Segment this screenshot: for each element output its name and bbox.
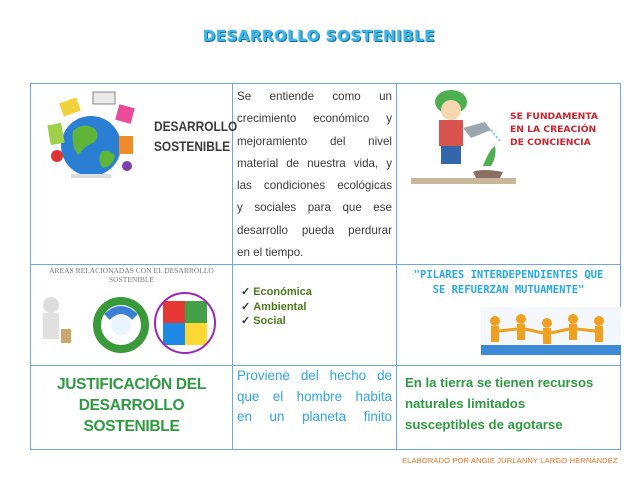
fundamenta-line: DE CONCIENCIA (510, 137, 591, 148)
definition-text (233, 84, 396, 264)
description-cell (233, 84, 397, 265)
proviene-text (233, 366, 396, 428)
check-item-social (241, 314, 396, 329)
fundamenta-cell (397, 84, 621, 265)
definition-line: en el tiempo. (237, 246, 304, 260)
check-item-label: Económica (253, 286, 312, 299)
fundamenta-line: EN LA CREACIÓN (510, 124, 597, 135)
areas-label: AREAS RELACIONADAS CON EL DESARROLLO SOSTENIBLE (49, 266, 214, 285)
content-table (30, 83, 621, 450)
check-item-label: Social (253, 315, 286, 328)
fundamenta-text (510, 110, 598, 149)
proviene-line: Proviene del hecho de (237, 368, 392, 384)
checks-cell (233, 265, 397, 366)
tierra-line: En la tierra se tienen recursos (405, 375, 594, 391)
areas-cell (31, 265, 233, 366)
proviene-line: que el hombre habita (237, 388, 392, 404)
checkmark-icon: ✓ (241, 286, 251, 299)
check-item-ambiental (241, 300, 396, 315)
tierra-text (397, 366, 620, 435)
tierra-cell (397, 366, 621, 450)
pillars-checklist (241, 285, 396, 329)
logo-cell (31, 84, 238, 265)
definition-line: y sociales para que ese (237, 201, 392, 215)
check-item-económica (241, 285, 396, 300)
fundamenta-line: SE FUNDAMENTA (510, 111, 599, 122)
definition-line: crecimiento económico y (237, 112, 392, 126)
justificacion-cell (31, 366, 233, 450)
check-item-label: Ambiental (253, 300, 307, 313)
areas-icons-image (33, 287, 233, 365)
tierra-line: naturales limitados (405, 396, 526, 412)
child-watering-plant-image (411, 86, 516, 184)
tierra-line: susceptibles de agotarse (405, 417, 563, 433)
definition-line: material de nuestra vida, y (237, 156, 392, 170)
footer-credit: ELABORADO POR ANGIE JURLANNY LARGO HERNÁNDEZ (402, 456, 618, 465)
desarrollo-sostenible-logo-text: DESARROLLO SOSTENIBLE (154, 118, 238, 154)
proviene-cell (233, 366, 397, 450)
definition-line: las condiciones ecológicas (237, 179, 392, 193)
page-title: DESARROLLO SOSTENIBLE (202, 27, 436, 45)
checkmark-icon: ✓ (241, 300, 251, 313)
proviene-line: en un planeta finito (237, 409, 392, 425)
checkmark-icon: ✓ (241, 315, 251, 328)
pilares-heading: "PILARES INTERDEPENDIENTES QUE SE REFUERZAN MUTUAMENTE" (413, 269, 604, 297)
justificacion-heading: JUSTIFICACIÓN DEL DESARROLLO SOSTENIBLE (56, 376, 207, 436)
pilares-cell (397, 265, 621, 366)
people-holding-hands-image (481, 307, 621, 355)
definition-line: Se entiende como un (237, 90, 392, 103)
definition-line: desarrollo pueda perdurar (237, 223, 392, 237)
definition-line: mejoramiento del nivel (237, 134, 392, 148)
